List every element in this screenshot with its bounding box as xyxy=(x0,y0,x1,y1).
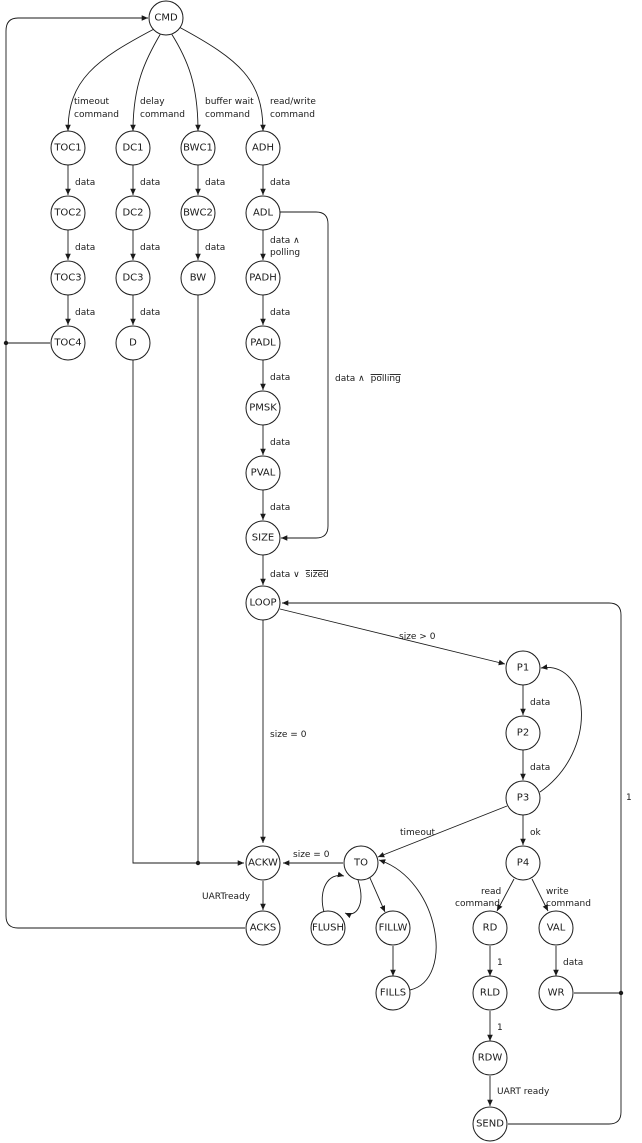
svg-text:VAL: VAL xyxy=(546,922,566,934)
svg-text:PVAL: PVAL xyxy=(250,467,276,479)
state-padl xyxy=(246,326,280,360)
state-pmsk xyxy=(246,391,280,425)
label-data: data xyxy=(140,178,161,188)
junction-right xyxy=(619,991,623,995)
state-rld xyxy=(473,976,507,1010)
label-notsized: sized xyxy=(305,570,329,580)
state-toc4 xyxy=(51,326,85,360)
label-data: data xyxy=(75,243,96,253)
edge-p3-p1 xyxy=(540,667,581,792)
label-data: data xyxy=(75,308,96,318)
svg-text:P2: P2 xyxy=(516,727,530,739)
label-one: 1 xyxy=(497,958,503,968)
svg-text:P4: P4 xyxy=(516,857,530,869)
label-delay-command-2: command xyxy=(140,110,185,120)
state-p3 xyxy=(506,781,540,815)
edge-send-loop xyxy=(282,603,621,1124)
state-pval xyxy=(246,456,280,490)
junction-bw xyxy=(196,861,200,865)
state-ackw xyxy=(246,846,280,880)
svg-text:PADL: PADL xyxy=(250,337,276,349)
label-bufwait-command-2: command xyxy=(205,110,250,120)
label-size-gt-0: size > 0 xyxy=(399,632,436,642)
label-data: data xyxy=(205,178,226,188)
label-rw-command-2: command xyxy=(270,110,315,120)
label-polling: polling xyxy=(270,248,301,258)
state-p4 xyxy=(506,846,540,880)
state-cmd xyxy=(149,1,183,35)
svg-text:PADH: PADH xyxy=(249,272,277,284)
label-data-and-prefix: data ∧ xyxy=(335,374,365,384)
svg-text:TOC4: TOC4 xyxy=(54,337,82,349)
state-adl xyxy=(246,196,280,230)
state-dc2 xyxy=(116,196,150,230)
svg-text:FILLS: FILLS xyxy=(379,987,407,999)
svg-text:RLD: RLD xyxy=(479,987,501,999)
state-flush xyxy=(311,911,345,945)
label-data: data xyxy=(75,178,96,188)
label-data: data xyxy=(270,178,291,188)
svg-text:P1: P1 xyxy=(516,662,530,674)
svg-text:SEND: SEND xyxy=(476,1118,504,1130)
svg-text:LOOP: LOOP xyxy=(249,597,277,609)
label-read-command-2: command xyxy=(455,899,500,909)
svg-text:WR: WR xyxy=(547,987,565,999)
label-bufwait-command-1: buffer wait xyxy=(205,97,254,107)
edge-p3-to xyxy=(378,806,507,857)
state-loop xyxy=(246,586,280,620)
label-data: data xyxy=(270,438,291,448)
svg-text:TOC1: TOC1 xyxy=(54,142,82,154)
state-fillw xyxy=(376,911,410,945)
state-dc3 xyxy=(116,261,150,295)
edge-d-ackw xyxy=(133,360,244,863)
svg-text:ACKW: ACKW xyxy=(248,857,278,869)
junction-left xyxy=(4,341,8,345)
label-timeout-command-2: command xyxy=(74,110,119,120)
svg-text:PMSK: PMSK xyxy=(249,402,277,414)
state-p1 xyxy=(506,651,540,685)
state-bw xyxy=(181,261,215,295)
state-d xyxy=(116,326,150,360)
label-write-command-1: write xyxy=(546,887,569,897)
svg-text:CMD: CMD xyxy=(154,12,178,24)
state-val xyxy=(539,911,573,945)
label-read-command-1: read xyxy=(481,887,502,897)
state-send xyxy=(473,1107,507,1141)
svg-text:TO: TO xyxy=(354,857,368,869)
label-ok: ok xyxy=(530,828,541,838)
svg-text:DC2: DC2 xyxy=(122,207,144,219)
state-padh xyxy=(246,261,280,295)
label-size-eq-0: size = 0 xyxy=(270,730,307,740)
state-dc1 xyxy=(116,131,150,165)
svg-text:BWC1: BWC1 xyxy=(183,142,213,154)
svg-text:P3: P3 xyxy=(516,792,530,804)
svg-text:DC1: DC1 xyxy=(122,142,144,154)
label-data-or-sized xyxy=(270,570,329,580)
label-rw-command-1: read/write xyxy=(270,97,316,107)
label-data: data xyxy=(270,308,291,318)
svg-text:BWC2: BWC2 xyxy=(183,207,213,219)
state-wr xyxy=(539,976,573,1010)
svg-text:BW: BW xyxy=(189,272,207,284)
edge-to-fillw xyxy=(370,878,385,912)
label-one: 1 xyxy=(497,1023,503,1033)
label-data-and: data ∧ xyxy=(270,236,300,246)
state-toc2 xyxy=(51,196,85,230)
state-acks xyxy=(246,911,280,945)
label-write-command-2: command xyxy=(546,899,591,909)
label-data: data xyxy=(270,373,291,383)
label-timeout-command-1: timeout xyxy=(74,97,110,107)
label-data: data xyxy=(563,958,584,968)
label-uart-ready-compact: UARTready xyxy=(202,892,251,902)
state-bwc1 xyxy=(181,131,215,165)
label-data-or-prefix: data ∨ xyxy=(270,570,300,580)
state-bwc2 xyxy=(181,196,215,230)
label-data: data xyxy=(530,698,551,708)
svg-text:D: D xyxy=(129,337,137,349)
svg-text:RDW: RDW xyxy=(477,1052,503,1064)
state-toc3 xyxy=(51,261,85,295)
label-data: data xyxy=(140,243,161,253)
edge-flush-to xyxy=(322,875,344,912)
svg-text:ADH: ADH xyxy=(251,142,275,154)
state-adh xyxy=(246,131,280,165)
label-data: data xyxy=(530,763,551,773)
state-fills xyxy=(376,976,410,1010)
svg-text:ACKS: ACKS xyxy=(249,922,277,934)
label-data: data xyxy=(140,308,161,318)
label-data: data xyxy=(205,243,226,253)
edge-loop-p1 xyxy=(280,609,505,664)
svg-text:ADL: ADL xyxy=(252,207,274,219)
state-rdw xyxy=(473,1041,507,1075)
label-timeout: timeout xyxy=(400,828,436,838)
label-data-and-notpolling xyxy=(335,374,401,384)
svg-text:TOC3: TOC3 xyxy=(54,272,82,284)
label-delay-command-1: delay xyxy=(140,97,165,107)
svg-text:SIZE: SIZE xyxy=(251,532,275,544)
label-uart-ready: UART ready xyxy=(497,1087,550,1097)
svg-text:FILLW: FILLW xyxy=(378,922,408,934)
state-rd xyxy=(473,911,507,945)
label-data: data xyxy=(270,503,291,513)
svg-text:RD: RD xyxy=(482,922,498,934)
svg-text:DC3: DC3 xyxy=(122,272,144,284)
label-notpolling: polling xyxy=(370,374,401,384)
state-to xyxy=(344,846,378,880)
svg-text:TOC2: TOC2 xyxy=(54,207,82,219)
state-size xyxy=(246,521,280,555)
label-size-eq-0: size = 0 xyxy=(293,850,330,860)
svg-text:FLUSH: FLUSH xyxy=(311,922,345,934)
state-p2 xyxy=(506,716,540,750)
edge-to-flush xyxy=(345,880,361,914)
state-toc1 xyxy=(51,131,85,165)
label-one: 1 xyxy=(626,793,632,803)
